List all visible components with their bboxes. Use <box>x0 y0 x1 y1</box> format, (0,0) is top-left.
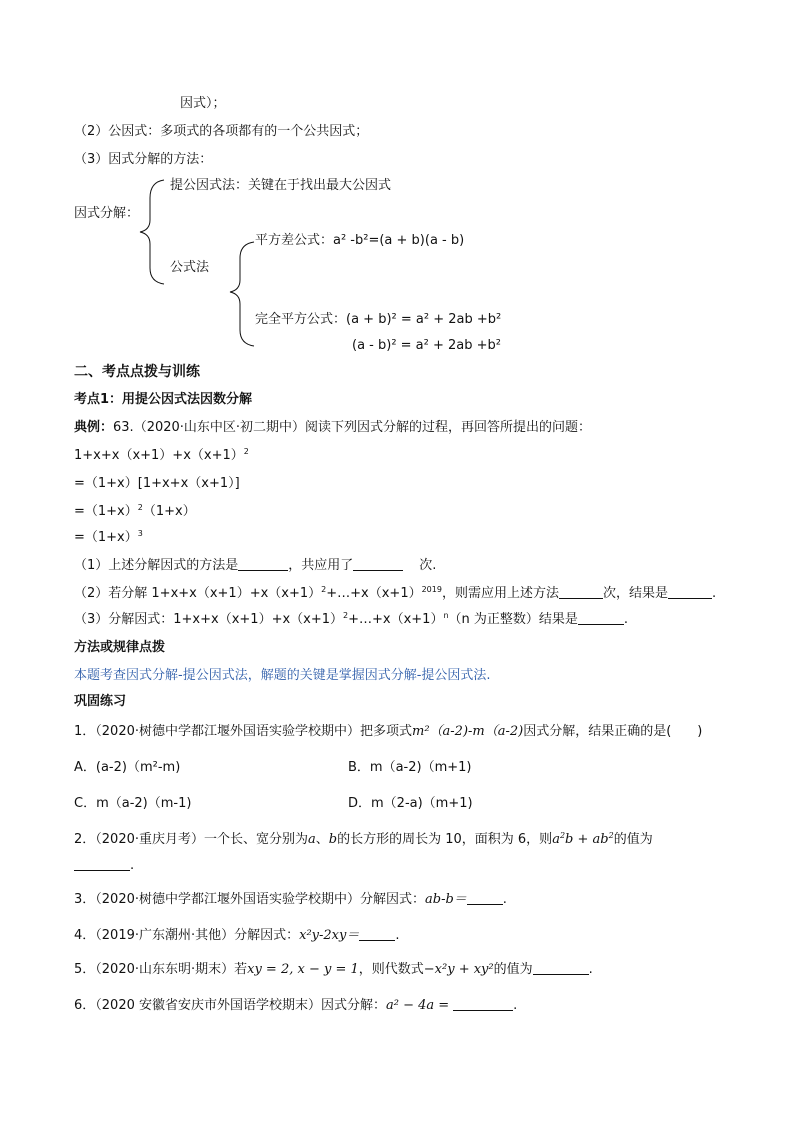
q2-answer-blank-1[interactable] <box>559 586 603 599</box>
step3-exponent: 2 <box>137 503 143 512</box>
practice-question-6 <box>74 998 517 1014</box>
pq5-condition: xy = 2, x − y = 1 <box>247 962 359 977</box>
summary-line-0: 因式）； <box>180 96 226 111</box>
pq1-tail: 因式分解，结果正确的是( ) <box>523 724 703 739</box>
practice-question-4 <box>74 928 400 944</box>
example-step-3 <box>74 504 196 520</box>
q1-text-c: 次. <box>419 558 437 573</box>
step4-text: =（1+x） <box>74 530 138 545</box>
pq2-expression: $a^2b + ab^2$ <box>552 831 614 847</box>
step1-text: 1+x+x（x+1）+x（x+1） <box>74 448 244 463</box>
pq2-var-b: b <box>328 832 338 847</box>
topic-title: 考点1：用提公因式法因数分解 <box>74 392 253 407</box>
pq4-end: . <box>395 928 400 943</box>
step3-text-a: =（1+x） <box>74 504 138 519</box>
pq1-option-b[interactable]: B．m（a-2)（m+1) <box>348 760 472 775</box>
q3-text-a: （3）分解因式：1+x+x（x+1）+x（x+1） <box>74 612 344 627</box>
pq6-expression: a² − 4a = <box>386 998 450 1013</box>
q1-answer-blank-1[interactable] <box>238 558 288 571</box>
pq3-lead: 3．（2020·树德中学都江堰外国语实验学校期中）分解因式： <box>74 892 425 907</box>
q1-text-a: （1）上述分解因式的方法是 <box>74 558 239 573</box>
step3-text-b: （1+x） <box>142 504 196 519</box>
perfect-square-formula-2: (a - b)² = a² + 2ab +b² <box>352 338 501 353</box>
practice-question-2 <box>74 832 653 848</box>
practice-question-3 <box>74 892 507 908</box>
factorization-root-label: 因式分解： <box>74 206 140 221</box>
pq2-end: . <box>130 858 135 873</box>
q2-text-a: （2）若分解 1+x+x（x+1）+x（x+1） <box>74 586 322 601</box>
q2-exponent-2: 2 <box>321 585 327 594</box>
step1-exponent: 2 <box>243 447 249 456</box>
q3-text-d: . <box>623 612 629 627</box>
pq6-end: . <box>513 998 518 1013</box>
q1-text-b: ，共应用了 <box>288 558 354 573</box>
pq5-mid: ，则代数式 <box>358 962 424 977</box>
example-question-3 <box>74 612 628 628</box>
method-extract-common-factor: 提公因式法：关键在于找出最大公因式 <box>170 178 392 193</box>
practice-title: 巩固练习 <box>74 694 127 709</box>
method-formula: 公式法 <box>170 260 210 275</box>
perfect-square-formula-1: 完全平方公式：(a + b)² = a² + 2ab +b² <box>255 312 502 327</box>
pq1-option-d[interactable]: D．m（2-a)（m+1) <box>348 796 473 811</box>
pq2-sep: 、 <box>315 832 329 847</box>
summary-line-common-factor: （2）公因式：多项式的各项都有的一个公共因式； <box>74 124 369 139</box>
pq2-answer-blank[interactable] <box>74 858 130 871</box>
q3-exponent-n: n <box>443 611 449 620</box>
pq5-end: . <box>588 962 593 977</box>
pq3-answer-blank[interactable] <box>467 892 503 905</box>
q2-text-b: +…+x（x+1） <box>326 586 422 601</box>
pq6-lead: 6．（2020 安徽省安庆市外国语学校期末）因式分解： <box>74 998 386 1013</box>
q3-answer-blank[interactable] <box>578 612 624 625</box>
practice-question-5 <box>74 962 593 978</box>
example-question-2 <box>74 586 716 602</box>
example-step-2: =（1+x）[1+x+x（x+1）] <box>74 476 240 491</box>
step4-exponent: 3 <box>137 529 143 538</box>
section-title: 二、考点点拨与训练 <box>74 364 200 380</box>
q1-answer-blank-2[interactable] <box>353 558 403 571</box>
pq2-var-a: a <box>308 832 316 847</box>
pq3-end: . <box>502 892 507 907</box>
pq1-lead: 1．（2020·树德中学都江堰外国语实验学校期中）把多项式 <box>74 724 412 739</box>
pq5-answer-blank[interactable] <box>533 962 589 975</box>
example-question: 63.（2020·山东中区·初二期中）阅读下列因式分解的过程，再回答所提出的问题： <box>113 420 592 435</box>
pq5-expression: −x²y + xy² <box>423 962 494 977</box>
pq1-expression: m²（a-2)-m（a-2) <box>412 724 524 739</box>
formula-method-brace <box>220 240 260 350</box>
pq3-expression: ab-b＝ <box>425 892 467 907</box>
pq5-tail: 的值为 <box>493 962 533 977</box>
pq4-answer-blank[interactable] <box>359 928 395 941</box>
pq2-mid: 的长方形的周长为 10，面积为 6，则 <box>337 832 553 847</box>
q2-text-c: ，则需应用上述方法 <box>441 586 559 601</box>
pq4-lead: 4．（2019·广东潮州·其他）分解因式： <box>74 928 300 943</box>
q3-text-c: （n 为正整数）结果是 <box>448 612 578 627</box>
pq2-lead: 2．（2020·重庆月考）一个长、宽分别为 <box>74 832 308 847</box>
tips-text: 本题考查因式分解-提公因式法，解题的关键是掌握因式分解-提公因式法. <box>74 668 491 683</box>
q3-text-b: +…+x（x+1） <box>348 612 444 627</box>
difference-of-squares-formula: 平方差公式：a² -b²=(a + b)(a - b) <box>255 233 465 248</box>
q2-text-e: . <box>711 586 717 601</box>
q2-answer-blank-2[interactable] <box>668 586 712 599</box>
pq2-tail: 的值为 <box>613 832 653 847</box>
pq2-answer-line <box>74 858 134 874</box>
summary-line-methods: （3）因式分解的方法： <box>74 152 213 167</box>
tips-title: 方法或规律点拨 <box>74 640 166 655</box>
q2-exponent-2019: 2019 <box>421 585 442 594</box>
example-question-1 <box>74 558 436 574</box>
example-intro <box>74 420 591 436</box>
pq4-expression: x²y-2xy＝ <box>299 928 360 943</box>
practice-question-1 <box>74 724 702 740</box>
example-step-1 <box>74 448 249 464</box>
example-step-4 <box>74 530 143 546</box>
pq1-option-c[interactable]: C．m（a-2)（m-1) <box>74 796 192 811</box>
pq6-answer-blank[interactable] <box>453 998 513 1011</box>
q2-text-d: 次，结果是 <box>602 586 668 601</box>
example-label: 典例： <box>74 420 114 435</box>
factorization-left-brace <box>134 176 174 286</box>
pq5-lead: 5．（2020·山东东明·期末）若 <box>74 962 248 977</box>
pq1-option-a[interactable]: A．(a-2)（m²-m) <box>74 760 181 775</box>
q3-exponent-2: 2 <box>343 611 349 620</box>
